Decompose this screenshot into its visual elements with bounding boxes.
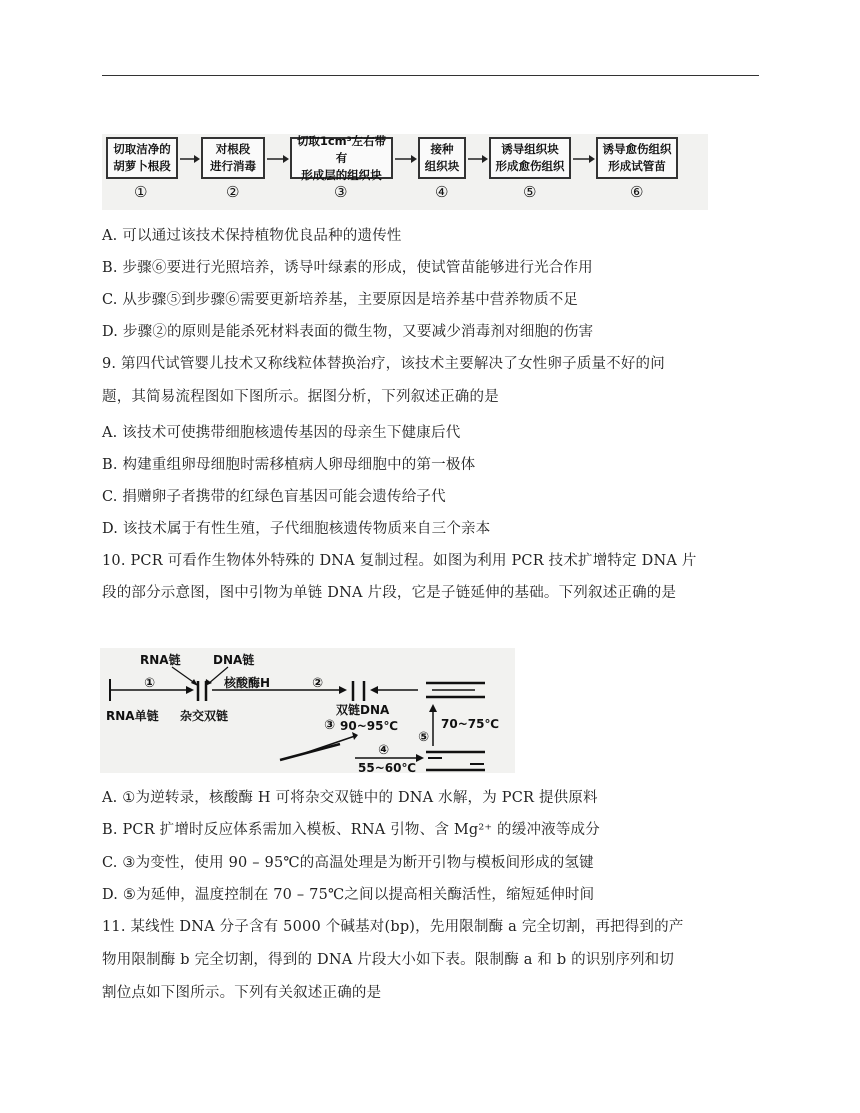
q10-option-b: B. PCR 扩增时反应体系需加入模板、RNA 引物、含 Mg²⁺ 的缓冲液等成分 xyxy=(102,822,600,838)
flow-step-3 xyxy=(290,133,393,182)
step-5-temperature: 70~75℃ xyxy=(441,717,499,731)
q10-stem-line2: 段的部分示意图，图中引物为单链 DNA 片段，它是子链延伸的基础。下列叙述正确的是 xyxy=(102,585,677,601)
q10-stem-line1: 10. PCR 可看作生物体外特殊的 DNA 复制过程。如图为利用 PCR 技术扩增特定 DNA 片 xyxy=(102,553,697,569)
dna-chain-label: DNA链 xyxy=(213,653,255,667)
q9-option-b: B. 构建重组卵母细胞时需移植病人卵母细胞中的第一极体 xyxy=(102,457,476,473)
step-1-marker: ① xyxy=(144,676,156,691)
flow-step-5-line1: 诱导组织块 xyxy=(501,142,559,156)
q8-option-c: C. 从步骤⑤到步骤⑥需要更新培养基，主要原因是培养基中营养物质不足 xyxy=(102,292,579,308)
flow-step-1-line1: 切取洁净的 xyxy=(113,142,171,156)
flow-step-4 xyxy=(418,137,466,179)
header-rule xyxy=(102,75,759,76)
hybrid-label: 杂交双链 xyxy=(180,709,229,723)
flow-step-2-number: ② xyxy=(226,183,240,201)
step-5-marker: ⑤ xyxy=(418,730,430,745)
flow-step-6 xyxy=(596,137,678,179)
flow-step-3-line1: 切取1cm³左右带有 xyxy=(296,133,387,165)
flow-arrow-icon xyxy=(267,154,289,164)
q9-stem-line2: 题，其简易流程图如下图所示。据图分析，下列叙述正确的是 xyxy=(102,389,499,405)
step-2-marker: ② xyxy=(312,676,324,691)
rna-chain-label: RNA链 xyxy=(140,653,181,667)
flow-step-6-number: ⑥ xyxy=(630,183,644,201)
pcr-diagram xyxy=(100,648,515,773)
flow-step-1 xyxy=(106,137,178,179)
flow-step-6-line2: 形成试管苗 xyxy=(608,159,666,173)
flow-step-3-number: ③ xyxy=(334,183,348,201)
q10-option-c: C. ③为变性，使用 90 – 95℃的高温处理是为断开引物与模板间形成的氢键 xyxy=(102,855,594,871)
flow-step-4-line2: 组织块 xyxy=(424,159,460,173)
flow-step-2-line2: 进行消毒 xyxy=(210,159,256,173)
q9-option-d: D. 该技术属于有性生殖，子代细胞核遗传物质来自三个亲本 xyxy=(102,521,491,537)
flow-arrow-icon xyxy=(468,154,488,164)
q8-option-d: D. 步骤②的原则是能杀死材料表面的微生物，又要减少消毒剂对细胞的伤害 xyxy=(102,324,594,340)
nuclease-h-label: 核酸酶H xyxy=(224,676,271,690)
ds-dna-label: 双链DNA xyxy=(336,703,390,717)
q11-stem-line1: 11. 某线性 DNA 分子含有 5000 个碱基对(bp)，先用限制酶 a 完全切割，再把得到的产 xyxy=(102,919,684,935)
flow-step-5-number: ⑤ xyxy=(523,183,537,201)
q9-option-c: C. 捐赠卵子者携带的红绿色盲基因可能会遗传给子代 xyxy=(102,489,446,505)
q8-option-b: B. 步骤⑥要进行光照培养，诱导叶绿素的形成，使试管苗能够进行光合作用 xyxy=(102,260,593,276)
flow-step-5 xyxy=(489,137,571,179)
flow-step-4-number: ④ xyxy=(435,183,449,201)
q8-option-a: A. 可以通过该技术保持植物优良品种的遗传性 xyxy=(102,228,402,244)
q9-option-a: A. 该技术可使携带细胞核遗传基因的母亲生下健康后代 xyxy=(102,425,461,441)
q10-option-d: D. ⑤为延伸，温度控制在 70 – 75℃之间以提高相关酶活性，缩短延伸时间 xyxy=(102,887,595,903)
flow-step-3-line2: 形成层的组织块 xyxy=(301,167,382,182)
q9-stem-line1: 9. 第四代试管婴儿技术又称线粒体替换治疗，该技术主要解决了女性卵子质量不好的问 xyxy=(102,356,665,372)
flow-step-2 xyxy=(201,137,265,179)
flow-step-4-line1: 接种 xyxy=(430,142,454,156)
flow-step-6-line1: 诱导愈伤组织 xyxy=(602,142,672,156)
step-4-marker: ④ xyxy=(378,743,390,758)
flow-arrow-icon xyxy=(573,154,595,164)
step-4-temperature: 55~60℃ xyxy=(358,761,416,773)
flow-step-1-number: ① xyxy=(134,183,148,201)
flow-step-1-line2: 胡萝卜根段 xyxy=(113,159,171,173)
step-3-temperature: 90~95℃ xyxy=(340,719,398,733)
flow-step-2-line1: 对根段 xyxy=(215,142,251,156)
q11-stem-line2: 物用限制酶 b 完全切割，得到的 DNA 片段大小如下表。限制酶 a 和 b 的识别序列和切 xyxy=(102,952,675,968)
q10-option-a: A. ①为逆转录，核酸酶 H 可将杂交双链中的 DNA 水解，为 PCR 提供原料 xyxy=(102,790,598,806)
tissue-culture-flowchart xyxy=(102,134,708,210)
q11-stem-line3: 割位点如下图所示。下列有关叙述正确的是 xyxy=(102,985,382,1001)
flow-step-5-line2: 形成愈伤组织 xyxy=(495,159,565,173)
flow-arrow-icon xyxy=(395,154,417,164)
step-3-marker: ③ xyxy=(324,718,336,733)
flow-arrow-icon xyxy=(180,154,200,164)
rna-single-label: RNA单链 xyxy=(106,709,159,723)
